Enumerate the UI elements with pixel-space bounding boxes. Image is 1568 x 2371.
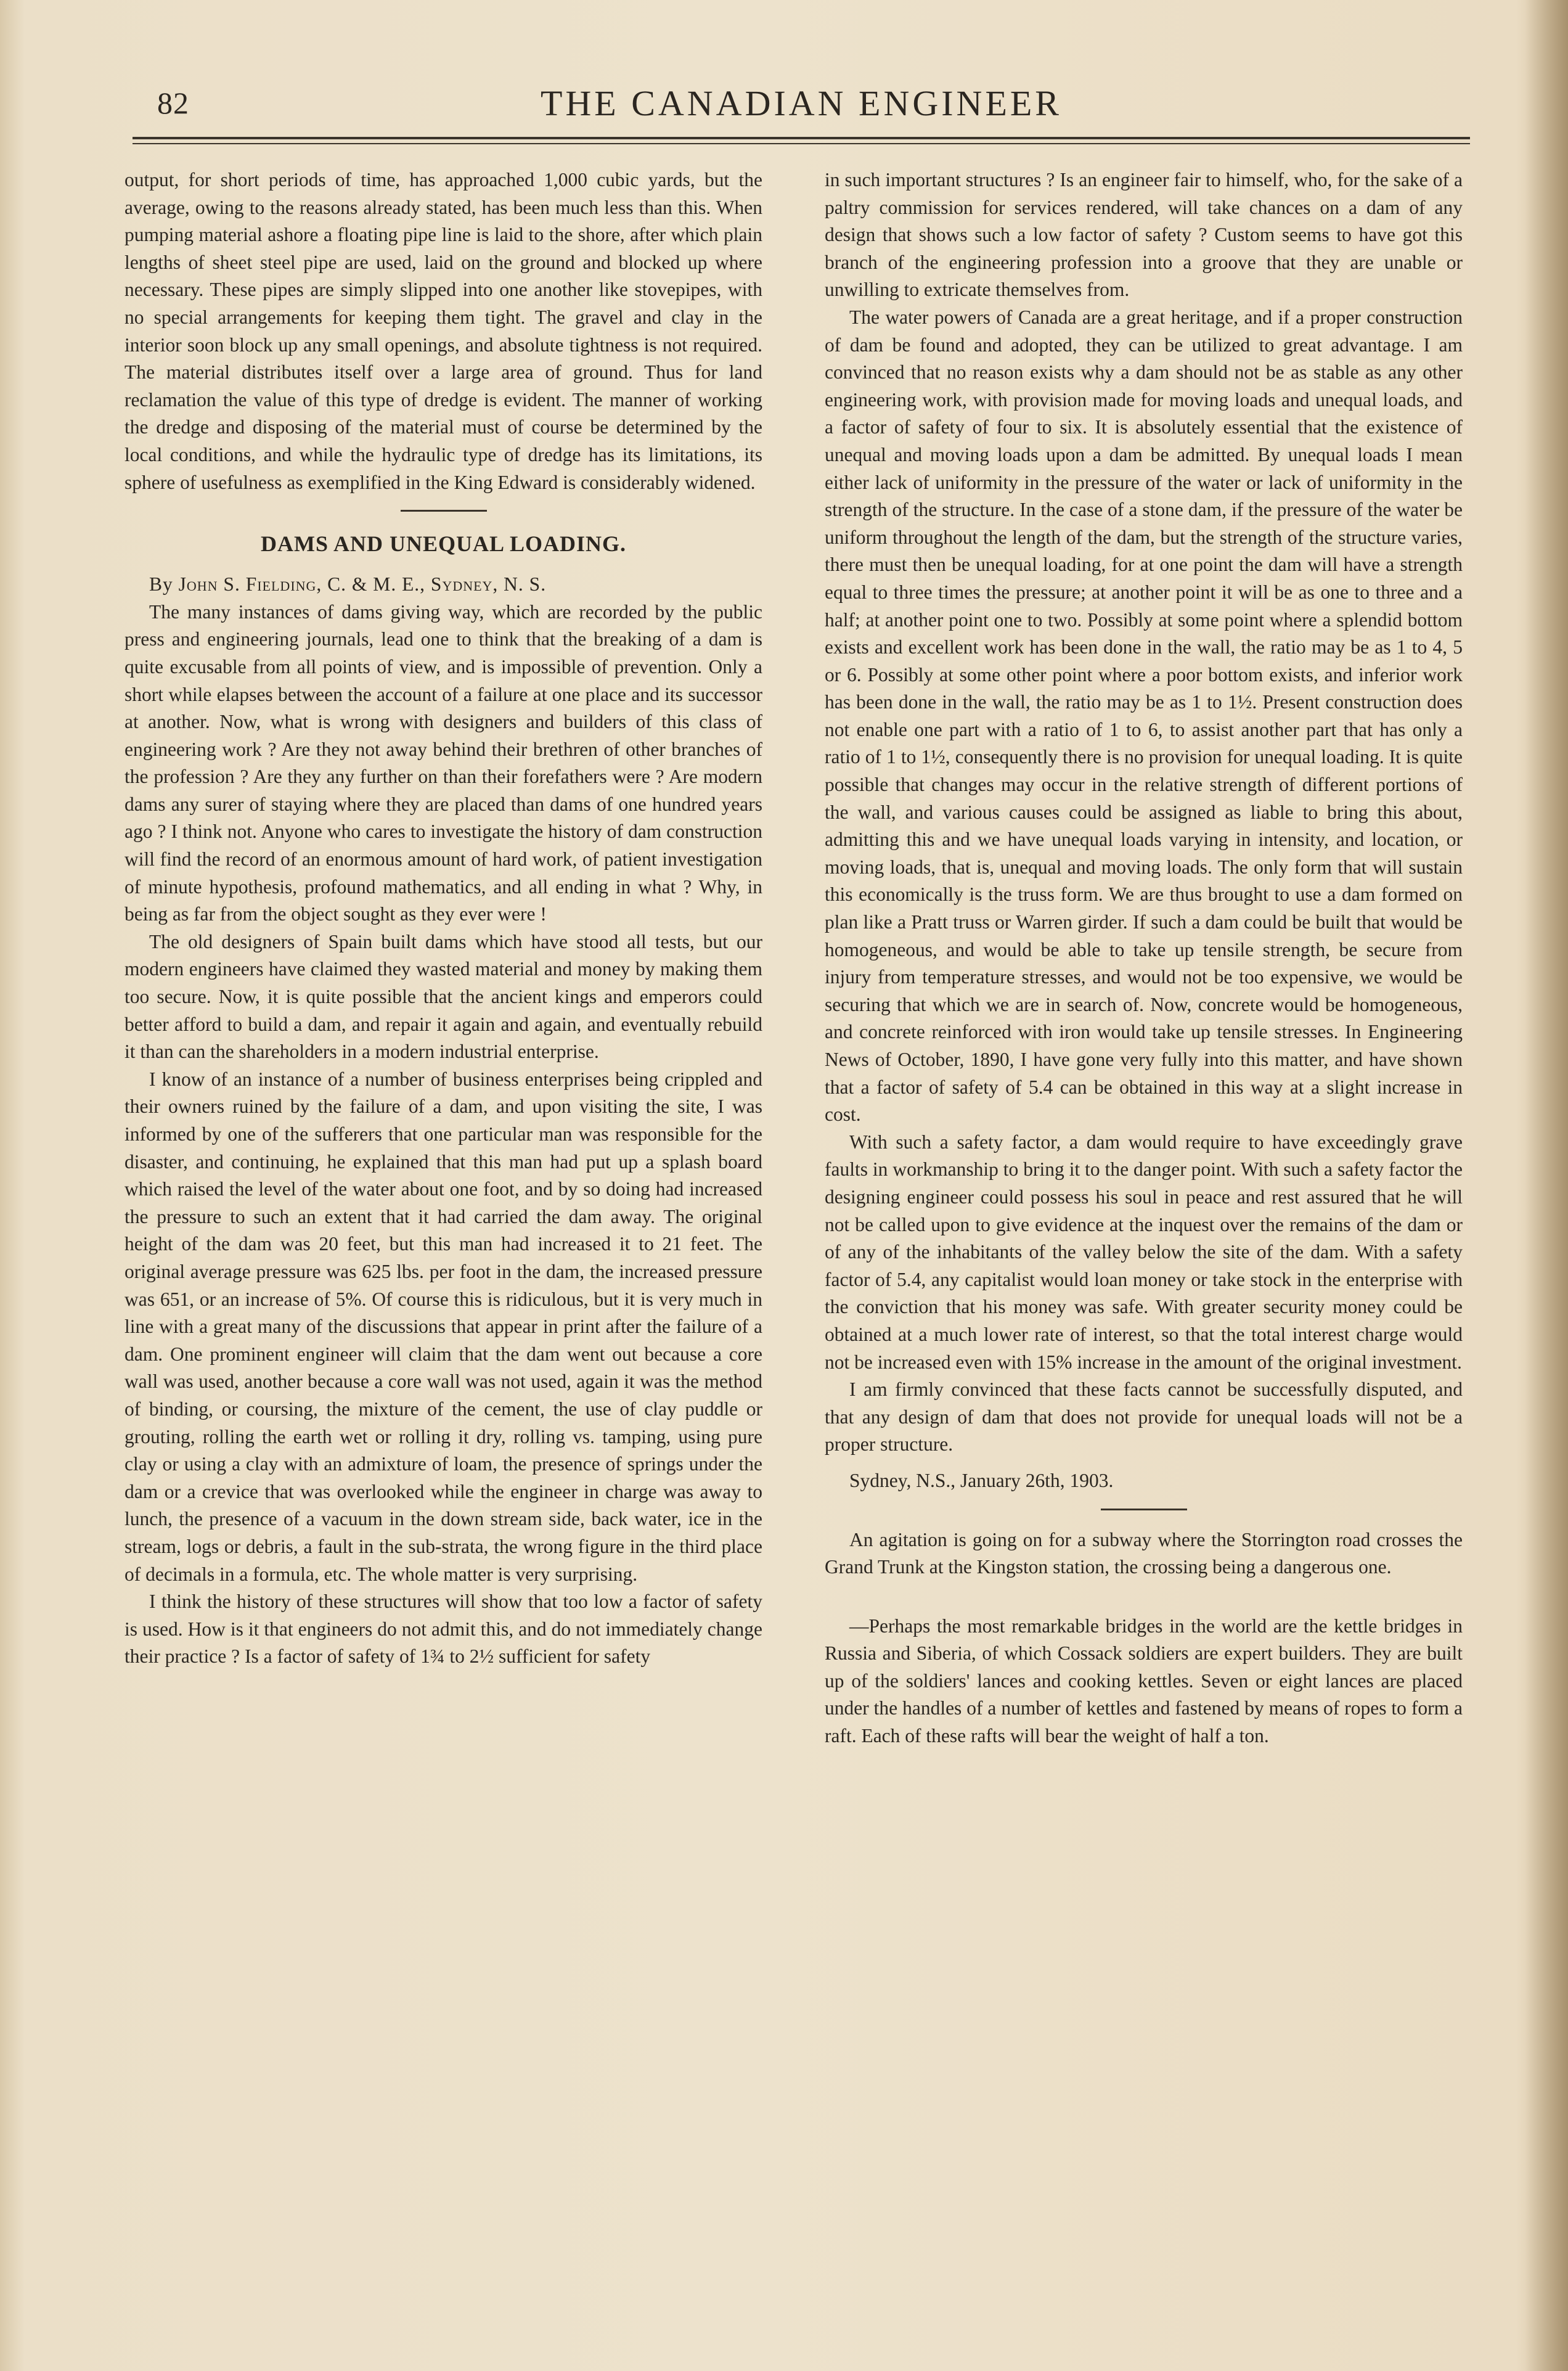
article-paragraph: I know of an instance of a number of business enterprises being crippled and their owners ruined by the failure of a dam, and upon visiting the site, I was informed by one of the sufferers that one particular man was responsible for the disaster, and continuing, he explained that this man had put up a splash board which raised the level of the water about one foot, and by so doing had increased the pressure to such an extent that it had carried the dam away. The original height of the dam was 20 feet, but this man had increased it to 21 feet. The original average pressure was 625 lbs. per foot in the dam, the increased pressure was 651, or an increase of 5%. Of course this is ridiculous, but it is very much in line with a great many of the discussions that appear in print after the failure of a dam. One prominent engineer will claim that the dam went out because a core wall was used, another because a core wall was not used, again it was the method of binding, or coursing, the mixture of the cement, the use of clay puddle or grouting, rolling the earth wet or rolling it dry, rolling vs. tamping, using pure clay or using a clay with an admixture of loam, the presence of springs under the dam or a crevice that was overlooked while the engineer in charge was away to lunch, the presence of a vacuum in the down stream side, back water, ice in the stream, logs or debris, a fault in the sub-strata, the wrong figure in the third place of decimals in a formula, etc. The whole matter is very surprising. [125,1068,762,1585]
section-divider [1101,1509,1187,1510]
header-rule-thick [133,137,1470,139]
article-paragraph: The old designers of Spain built dams which have stood all tests, but our modern engineers have claimed they wasted material and money by making them too secure. Now, it is quite possible that the ancient kings and emperors could better afford to build a dam, and repair it again and again, and eventually rebuild it than can the shareholders in a modern industrial enterprise. [125,930,762,1063]
page-header [133,80,1470,129]
article-paragraph: The water powers of Canada are a great heritage, and if a proper construction of dam be found and adopted, they can be utilized to great advantage. I am convinced that no reason exists why a dam should not be as stable as any other engineering work, with provision made for moving loads and unequal loads, and a factor of safety of four to six. It is absolutely essential that the existence of unequal and moving loads upon a dam be admitted. By unequal loads I mean either lack of uniformity in the pressure of the water or lack of uniformity in the strength of the structure. In the case of a stone dam, if the pressure of the water be uniform throughout the length of the dam, but the strength of the structure varies, there must then be unequal loading, for at one point the dam will have a strength equal to three times the pressure; at another point it will be as one to three and a half; at another point one to two. Possibly at some point where a splendid bottom exists and excellent work has been done in the wall, the ratio may be as 1 to 4, 5 or 6. Possibly at some other point where a poor bottom exists, and inferior work has been done in the wall, the ratio may be as 1 to 1½. Present construction does not enable one part with a ratio of 1 to 6, to assist another part that has only a ratio of 1 to 1½, consequently there is no provision for unequal loading. It is quite possible that changes may occur in the relative strength of different portions of the wall, and various causes could be assigned as liable to bring this about, admitting this and we have unequal loads varying in intensity, and location, or moving loads, that is, unequal and moving loads. The only form that will sustain this economically is the truss form. We are thus brought to use a dam formed on plan like a Pratt truss or Warren girder. If such a dam could be built that would be homogeneous, and would be able to take up tensile strength, be secure from injury from temperature stresses, and would not be too expensive, we would be securing that which we are in search of. Now, concrete would be homogeneous, and concrete reinforced with iron would take up tensile stresses. In Engineering News of October, 1890, I have gone very fully into this matter, and have shown that a factor of safety of 5.4 can be obtained in this way at a slight increase in cost. [825,306,1463,1126]
page-number: 82 [157,86,189,120]
right-column [825,166,1463,2275]
article-paragraph: With such a safety factor, a dam would require to have exceedingly grave faults in workmanship to bring it to the danger point. With such a safety factor the designing engineer could possess his soul in peace and rest assured that he will not be called upon to give evidence at the inquest over the remains of the dam or of any of the inhabitants of the valley below the site of the dam. With a safety factor of 5.4, any capitalist would loan money or take stock in the enterprise with the conviction that his money was safe. With greater security money could be obtained at a much lower rate of interest, so that the total interest charge would not be increased even with 15% increase in the amount of the original investment. [825,1131,1463,1373]
dredge-article-ending: output, for short periods of time, has approached 1,000 cubic yards, but the average, owing to the reasons already stated, has been much less than this. When pumping material ashore a floating pipe line is laid to the shore, after which plain lengths of sheet steel pipe are used, laid on the ground and blocked up where necessary. These pipes are simply slipped into one another like stovepipes, with no special arrangements for keeping them tight. The gravel and clay in the interior soon block up any small openings, and absolute tightness is not required. The material distributes itself over a large area of ground. Thus for land reclamation the value of this type of dredge is evident. The manner of working the dredge and disposing of the material must of course be determined by the local conditions, and while the hydraulic type of dredge has its limitations, its sphere of usefulness as exemplified in the King Edward is considerably widened. [125,169,762,493]
article-title: DAMS AND UNEQUAL LOADING. [260,531,627,557]
news-item-kettle-bridges: —Perhaps the most remarkable bridges in the world are the kettle bridges in Russia and Siberia, of which Cossack soldiers are expert builders. They are built up of the soldiers' lances and cooking kettles. Seven or eight lances are placed under the handles of a number of kettles and fastened by means of ropes to form a raft. Each of these rafts will bear the weight of half a ton. [825,1615,1463,1747]
article-paragraph: I am firmly convinced that these facts cannot be successfully disputed, and that any design of dam that does not provide for unequal loads will not be a proper structure. [825,1378,1463,1456]
article-paragraph: I think the history of these structures will show that too low a factor of safety is used. How is it that engineers do not admit this, and do not immediately change their practice ? Is a factor of safety of 1¾ to 2½ sufficient for safety [125,1591,762,1668]
byline [125,571,762,599]
left-column [125,166,762,2275]
section-gap [1101,1595,1187,1597]
section-divider [401,510,487,512]
byline-author: John S. Fielding, C. & M. E., Sydney, N. S. [178,573,547,596]
news-item-subway: An agitation is going on for a subway where the Storrington road crosses the Grand Trunk at the Kingston station, the crossing being a dangerous one. [825,1528,1463,1578]
running-title: THE CANADIAN ENGINEER [540,83,1062,123]
header-rule-thin [133,143,1470,144]
byline-prefix: By [149,573,179,596]
article-paragraph: The many instances of dams giving way, which are recorded by the public press and engineering journals, lead one to think that the breaking of a dam is quite excusable from all points of view, and is impossible of prevention. Only a short while elapses between the account of a failure at one place and its successor at another. Now, what is wrong with designers and builders of this class of engineering work ? Are they not away behind their brethren of other branches of the profession ? Are they any further on than their forefathers were ? Are modern dams any surer of staying where they are placed than dams of one hundred years ago ? I think not. Anyone who cares to investigate the history of dam construction will find the record of an enormous amount of hard work, of patient investigation of minute hypothesis, profound mathematics, and all ending in what ? Why, in being as far from the object sought as they ever were ! [125,600,762,925]
article-dateline: Sydney, N.S., January 26th, 1903. [849,1469,1114,1491]
book-spine-shadow [1525,0,1568,2371]
article-continuation: in such important structures ? Is an engineer fair to himself, who, for the sake of a paltry commission for services rendered, will take chances on a dam of any design that shows such a low factor of safety ? Custom seems to have got this branch of the engineering profession into a groove that they are unable or unwilling to extricate themselves from. [825,169,1463,301]
